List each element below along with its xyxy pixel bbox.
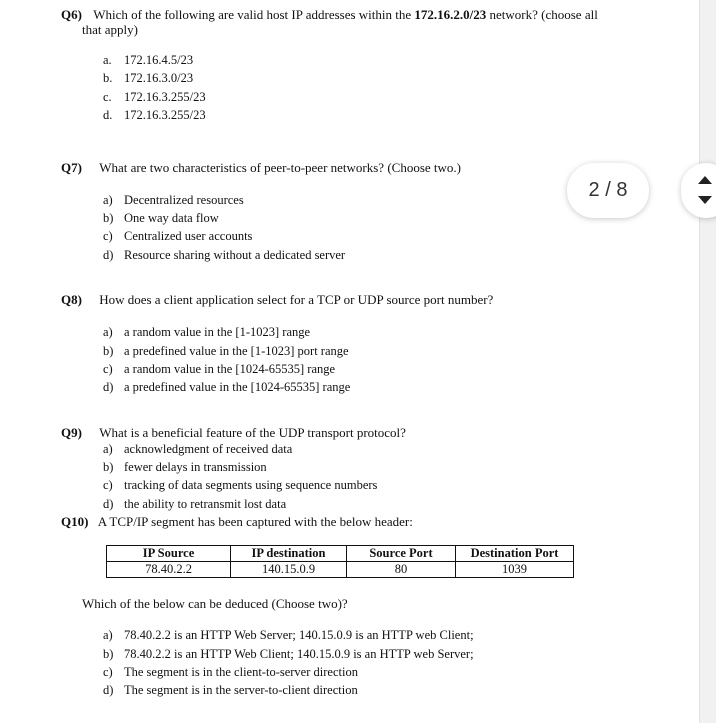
tcp-header-table <box>106 545 574 578</box>
option-q8-a: a) a random value in the [1-1023] range <box>103 325 311 339</box>
scrollbar[interactable] <box>699 0 716 723</box>
chevron-down-icon[interactable] <box>698 196 712 204</box>
table-cell: 80 <box>347 562 456 578</box>
option-q8-d: d) a predefined value in the [1024-65535] range <box>103 380 351 394</box>
option-q10-b: b) 78.40.2.2 is an HTTP Web Client; 140.15.0.9 is an HTTP web Server; <box>103 647 474 661</box>
option-q9-a: a) acknowledgment of received data <box>103 442 293 456</box>
option-q10-c: c) The segment is in the client-to-server direction <box>103 665 358 679</box>
option-q9-d: d) the ability to retransmit lost data <box>103 497 287 511</box>
question-number: Q10) <box>61 514 89 529</box>
question-number: Q6) <box>61 7 82 22</box>
option-q6-b: b. 172.16.3.0/23 <box>103 71 194 85</box>
option-q10-d: d) The segment is in the server-to-client direction <box>103 683 358 697</box>
question-q8 <box>61 291 493 309</box>
table-header-row <box>107 546 574 562</box>
option-q6-a: a. 172.16.4.5/23 <box>103 53 194 67</box>
page-counter: 2 / 8 <box>567 163 649 218</box>
table-row <box>107 562 574 578</box>
question-text: What is a beneficial feature of the UDP transport protocol? <box>99 425 406 440</box>
question-number: Q8) <box>61 292 82 307</box>
option-q9-b: b) fewer delays in transmission <box>103 460 267 474</box>
option-q8-b: b) a predefined value in the [1-1023] port range <box>103 344 349 358</box>
question-text: How does a client application select for a TCP or UDP source port number? <box>99 292 494 307</box>
option-q7-c: c) Centralized user accounts <box>103 229 253 243</box>
question-number: Q9) <box>61 425 82 440</box>
option-q6-c: c. 172.16.3.255/23 <box>103 90 206 104</box>
table-cell: 140.15.0.9 <box>231 562 347 578</box>
table-header-cell: Destination Port <box>456 546 574 562</box>
option-q8-c: c) a random value in the [1024-65535] range <box>103 362 336 376</box>
question-text: A TCP/IP segment has been captured with the below header: <box>97 514 413 529</box>
option-q7-d: d) Resource sharing without a dedicated server <box>103 248 346 262</box>
table-cell: 78.40.2.2 <box>107 562 231 578</box>
question-q6 <box>61 6 598 24</box>
chevron-up-icon[interactable] <box>698 176 712 184</box>
option-q10-a: a) 78.40.2.2 is an HTTP Web Server; 140.15.0.9 is an HTTP web Client; <box>103 628 474 642</box>
question-q7 <box>61 159 461 177</box>
table-header-cell: Source Port <box>347 546 456 562</box>
question-q10 <box>61 513 413 531</box>
question-text: What are two characteristics of peer-to-peer networks? (Choose two.) <box>99 160 461 175</box>
table-cell: 1039 <box>456 562 574 578</box>
table-header-cell: IP Source <box>107 546 231 562</box>
option-q7-b: b) One way data flow <box>103 211 219 225</box>
table-header-cell: IP destination <box>231 546 347 562</box>
option-q6-d: d. 172.16.3.255/23 <box>103 108 206 122</box>
option-q7-a: a) Decentralized resources <box>103 193 244 207</box>
question-number: Q7) <box>61 160 82 175</box>
question-text: Which of the following are valid host IP addresses within the 172.16.2.0/23 network? (choose all <box>93 7 598 22</box>
sub-question: Which of the below can be deduced (Choose two)? <box>82 596 348 611</box>
question-text-line2: that apply) <box>82 22 138 37</box>
option-q9-c: c) tracking of data segments using sequence numbers <box>103 478 378 492</box>
